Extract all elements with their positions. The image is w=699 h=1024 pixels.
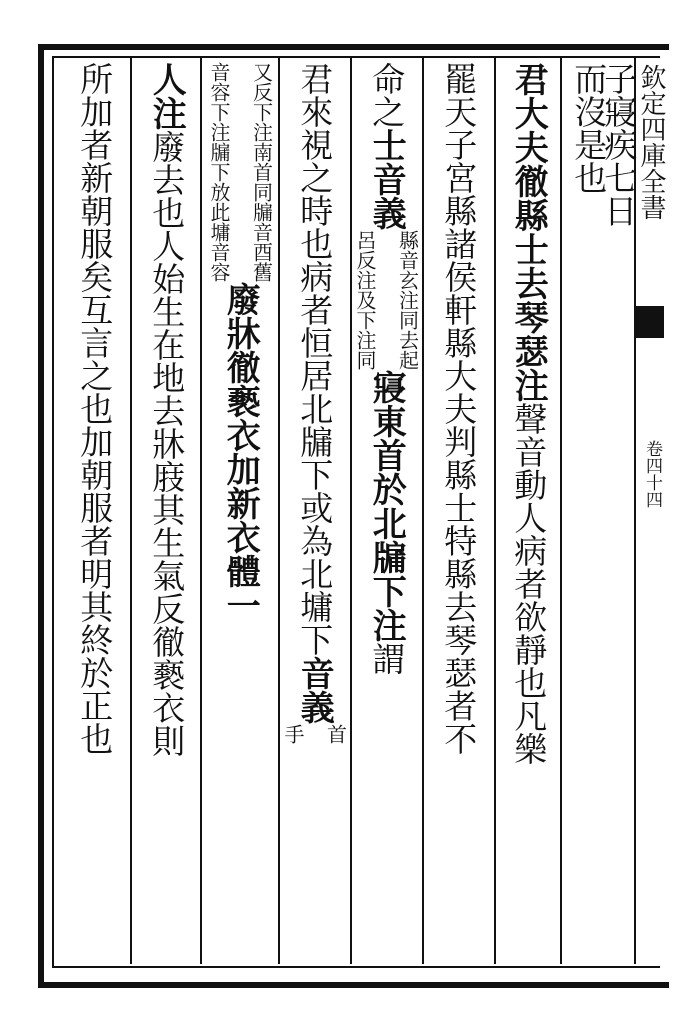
text-commentary: 君來視之時也病者恒居北牖下或為北墉下 xyxy=(295,62,335,656)
text-classic: 士音義 xyxy=(366,128,407,230)
column-rule xyxy=(130,58,132,964)
column-rule xyxy=(350,58,352,964)
note-right: 首 xyxy=(323,724,348,744)
note-left: 呂反注及下注同 xyxy=(353,230,377,370)
text-column xyxy=(566,62,610,194)
text-commentary: 廢去也人始生在地去牀庪其生氣反徹褻衣則 xyxy=(147,130,187,757)
column-rule xyxy=(422,58,424,964)
text-classic: 廢牀徹褻衣加新衣體一 xyxy=(220,282,261,622)
text-main: 而沒是也 xyxy=(569,62,609,194)
text-column xyxy=(144,62,188,757)
text-column xyxy=(281,62,348,744)
note-left: 音容下注牖下放此墉音容 xyxy=(207,62,231,282)
volume-label: 卷四十四 xyxy=(642,440,662,508)
interlinear-note xyxy=(346,230,427,370)
text-column xyxy=(436,62,480,755)
text-classic: 人注 xyxy=(146,62,187,130)
text-commentary: 聲音動人病者欲靜也凡樂 xyxy=(509,402,549,765)
interlinear-note xyxy=(274,724,355,744)
text-column xyxy=(72,62,116,755)
text-column xyxy=(207,62,274,622)
text-commentary: 命之 xyxy=(367,62,407,128)
collection-title: 欽定四庫全書 xyxy=(636,64,666,220)
text-main: 子寢疾七日 xyxy=(599,62,639,227)
column-rule xyxy=(560,58,562,964)
text-commentary: 所加者新朝服矣互言之也加朝服者明其終於正也 xyxy=(75,62,115,755)
note-left: 手 xyxy=(281,724,305,744)
note-right: 又反下注南首同牖音酉舊 xyxy=(249,62,274,282)
text-classic: 音義 xyxy=(294,656,335,724)
note-right: 縣音玄注同去起 xyxy=(395,230,420,370)
text-commentary: 謂 xyxy=(367,642,407,675)
text-column xyxy=(506,62,550,765)
column-rule xyxy=(494,58,496,964)
text-classic: 寢東首於北牖下注 xyxy=(366,370,407,642)
text-column xyxy=(353,62,420,675)
text-classic: 君大夫徹縣士去琴瑟注 xyxy=(508,62,549,402)
interlinear-note xyxy=(200,62,281,282)
fish-tail-mark xyxy=(636,306,664,338)
text-commentary: 罷天子宮縣諸侯軒縣大夫判縣士特縣去琴瑟者不 xyxy=(439,62,479,755)
